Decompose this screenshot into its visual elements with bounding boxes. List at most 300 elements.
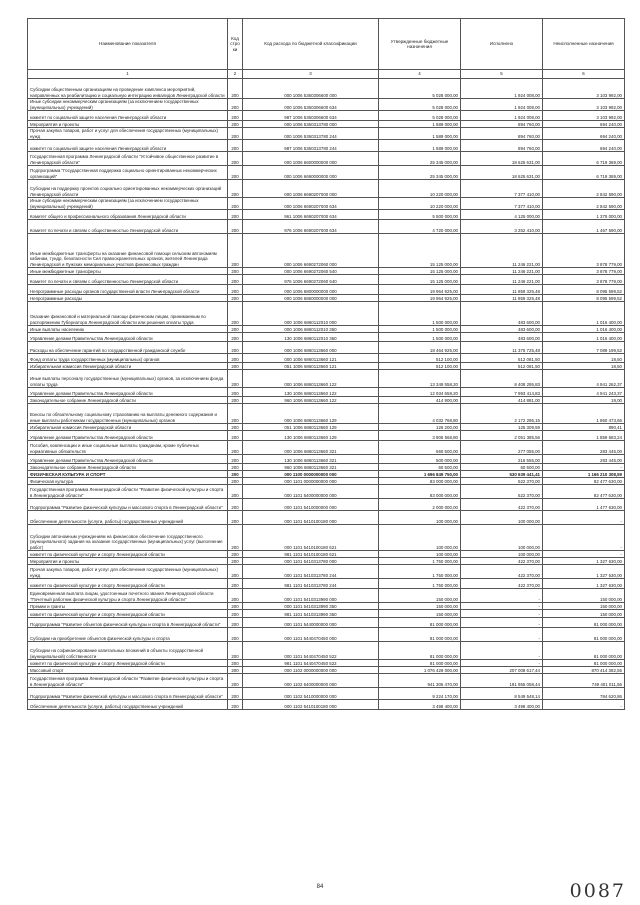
cell-code: 200 xyxy=(228,674,243,688)
cell-rest: 81 000 000,00 xyxy=(543,618,625,628)
cell-rest: 81 000 000,00 xyxy=(543,628,625,642)
cell-name: Непрограммные расходы органов государственной власти Ленинградской области xyxy=(28,285,228,295)
cell-kbk: 000 1006 6860112010 360 xyxy=(243,326,379,333)
cell-rest: 283 445,00 xyxy=(543,441,625,455)
cell-code: 200 xyxy=(228,111,243,121)
cell-code: 200 xyxy=(228,660,243,667)
cell-name: Пособия, компенсации и иные социальные выплаты гражданам, кроме публичных нормативных обязательств xyxy=(28,441,228,455)
cell-rest: 3 878 779,00 xyxy=(543,234,625,268)
header-kbk: Код расхода по бюджетной классификации xyxy=(243,19,379,70)
cell-code: 200 xyxy=(228,565,243,579)
cell-name: Государственная программа Ленинградской области "Развитие физической культуры и спорта в Ленинградской области" xyxy=(28,674,228,688)
cell-code: 200 xyxy=(228,275,243,285)
cell-exec: 207 008 617,44 xyxy=(461,667,543,674)
table-row xyxy=(28,363,625,370)
cell-kbk: 000 1006 5360306600 634 xyxy=(243,99,379,111)
table-row xyxy=(28,152,625,166)
cell-code: 200 xyxy=(228,431,243,441)
cell-code: 200 xyxy=(228,404,243,424)
cell-kbk: 000 1006 5360313780 000 xyxy=(243,121,379,128)
cell-name: ФИЗИЧЕСКАЯ КУЛЬТУРА И СПОРТ xyxy=(28,471,228,478)
cell-rest: 1 859 583,24 xyxy=(543,431,625,441)
cell-name: Комитет по печати и связям с общественностью Ленинградской области xyxy=(28,275,228,285)
cell-exec: 512 081,50 xyxy=(461,354,543,363)
table-row xyxy=(28,404,625,424)
table-row xyxy=(28,618,625,628)
cell-rest: 7 089 199,52 xyxy=(543,342,625,354)
cell-code: 200 xyxy=(228,326,243,333)
cell-name: Управление делами Правительства Ленинградской области xyxy=(28,333,228,342)
cell-code: 200 xyxy=(228,180,243,198)
cell-exec: 1 924 008,00 xyxy=(461,99,543,111)
cell-kbk: 981 1101 5410313990 350 xyxy=(243,610,379,618)
cell-kbk: 960 1006 6860113660 321 xyxy=(243,464,379,471)
cell-code: 200 xyxy=(228,579,243,589)
col-number: 6 xyxy=(543,70,625,79)
cell-name: Оказание финансовой и материальной помощи физическим лицам, принимаемым по распоряжению Губернатора Ленинградской области или решения оплаты труда xyxy=(28,302,228,326)
cell-plan: 15 125 000,00 xyxy=(379,268,461,275)
cell-kbk: 000 1101 5440470450 000 xyxy=(243,628,379,642)
cell-exec: 414 881,00 xyxy=(461,397,543,404)
cell-kbk: 130 1006 6860113660 321 xyxy=(243,455,379,464)
cell-rest: 1 327 630,00 xyxy=(543,558,625,565)
column-numbers xyxy=(28,70,625,79)
cell-exec: 18 625 631,00 xyxy=(461,166,543,180)
cell-code: 200 xyxy=(228,464,243,471)
cell-code: 200 xyxy=(228,234,243,268)
cell-plan: 4 032 768,80 xyxy=(379,404,461,424)
cell-name: Мероприятия и проекты xyxy=(28,121,228,128)
cell-kbk: 000 1101 5410313990 000 xyxy=(243,589,379,603)
cell-exec: 8 408 295,83 xyxy=(461,370,543,388)
cell-kbk: 000 1006 6690272060 540 xyxy=(243,268,379,275)
table-row xyxy=(28,220,625,234)
cell-exec: 3 498 400,00 xyxy=(461,700,543,710)
cell-plan: 3 906 568,80 xyxy=(379,431,461,441)
cell-rest: 1 016 400,00 xyxy=(543,302,625,326)
table-row xyxy=(28,642,625,660)
table-row xyxy=(28,326,625,333)
table-row xyxy=(28,275,625,285)
cell-kbk: 000 1006 5360313780 244 xyxy=(243,128,379,140)
cell-exec: 7 377 410,00 xyxy=(461,180,543,198)
cell-exec: 3 252 410,00 xyxy=(461,220,543,234)
cell-name: Комитет по печати и связям с общественностью Ленинградской области xyxy=(28,220,228,234)
cell-name: Субсидии на приобретение объектов физической культуры и спорта xyxy=(28,628,228,642)
table-row xyxy=(28,198,625,210)
table-row xyxy=(28,441,625,455)
table-row xyxy=(28,111,625,121)
cell-name: Законодательное собрание Ленинградской области xyxy=(28,397,228,404)
cell-kbk: 000 1006 6860112010 000 xyxy=(243,302,379,326)
col-number: 2 xyxy=(228,70,243,79)
cell-exec: 483 600,00 xyxy=(461,326,543,333)
cell-rest: 694 240,00 xyxy=(543,121,625,128)
cell-kbk: 000 1102 0000000000 000 xyxy=(243,667,379,674)
table-row xyxy=(28,295,625,302)
cell-plan: 10 220 000,00 xyxy=(379,180,461,198)
cell-code: 200 xyxy=(228,152,243,166)
cell-exec: - xyxy=(461,628,543,642)
cell-name: Подпрограмма "Развитие объектов физической культуры и спорта в Ленинградской области" xyxy=(28,618,228,628)
cell-kbk: 976 1006 6690207000 634 xyxy=(243,220,379,234)
cell-name: комитет по физической культуре и спорту Ленинградской области xyxy=(28,579,228,589)
cell-kbk: 976 1006 6690272060 540 xyxy=(243,275,379,285)
cell-exec: 60 500,00 xyxy=(461,464,543,471)
cell-plan: 81 000 000,00 xyxy=(379,642,461,660)
cell-kbk: 051 1006 6860113660 121 xyxy=(243,363,379,370)
cell-kbk: 000 1101 5410313780 244 xyxy=(243,565,379,579)
cell-exec: 11 859 325,48 xyxy=(461,285,543,295)
cell-plan: 1 500 000,00 xyxy=(379,333,461,342)
cell-code: 200 xyxy=(228,333,243,342)
cell-name: Субсидии на софинансирование капитальных вложений в объекты государственной (муниципальной) собственности xyxy=(28,642,228,660)
col-number: 5 xyxy=(461,70,543,79)
cell-plan: 150 000,00 xyxy=(379,610,461,618)
cell-code: 200 xyxy=(228,589,243,603)
cell-code: 200 xyxy=(228,485,243,499)
cell-name: Иные межбюджетные трансферты на оказание финансовой помощи сельским автономиям кабинам, тундр, безопасности Сил правоохранительных органов, жителей Ленинграда Ленинградской и Лужских мемориальных участков финансовых граждан xyxy=(28,234,228,268)
header-rest: Неисполненные назначения xyxy=(543,19,625,70)
cell-exec: 11 246 221,00 xyxy=(461,268,543,275)
cell-name: Обеспечение деятельности (услуги, работы) государственных учреждений xyxy=(28,511,228,525)
cell-code: 200 xyxy=(228,441,243,455)
table-row xyxy=(28,285,625,295)
cell-kbk: 051 1006 6860113660 129 xyxy=(243,424,379,431)
cell-exec: 483 600,00 xyxy=(461,302,543,326)
cell-code: 200 xyxy=(228,128,243,140)
cell-kbk: 981 1101 5410100180 621 xyxy=(243,551,379,558)
cell-exec: - xyxy=(461,642,543,660)
cell-kbk: 000 1006 6690272060 000 xyxy=(243,234,379,268)
cell-plan: 5 028 000,00 xyxy=(379,79,461,99)
cell-plan: 83 000 000,00 xyxy=(379,478,461,485)
cell-exec: 512 081,50 xyxy=(461,363,543,370)
table-row xyxy=(28,180,625,198)
cell-code: 200 xyxy=(228,99,243,111)
table-row xyxy=(28,667,625,674)
cell-rest: 784 620,86 xyxy=(543,688,625,700)
cell-rest: 6 719 369,00 xyxy=(543,152,625,166)
cell-plan: 10 220 000,00 xyxy=(379,198,461,210)
budget-table xyxy=(27,18,625,710)
cell-rest: 1 166 210 308,59 xyxy=(543,471,625,478)
cell-kbk: 000 1006 6800000000 000 xyxy=(243,285,379,295)
cell-exec: 422 370,00 xyxy=(461,565,543,579)
cell-exec: 422 370,00 xyxy=(461,579,543,589)
table-row xyxy=(28,455,625,464)
cell-plan: 512 100,00 xyxy=(379,354,461,363)
cell-kbk: 000 1006 6860113660 000 xyxy=(243,342,379,354)
table-row xyxy=(28,700,625,710)
col-number: 4 xyxy=(379,70,461,79)
table-row xyxy=(28,431,625,441)
cell-code: 200 xyxy=(228,610,243,618)
cell-kbk: 000 1006 6860113660 129 xyxy=(243,404,379,424)
header-plan: Утвержденные бюджетные назначения xyxy=(379,19,461,70)
cell-exec: 2 051 385,56 xyxy=(461,431,543,441)
cell-plan: 83 000 000,00 xyxy=(379,485,461,499)
table-row xyxy=(28,610,625,618)
cell-exec: 7 993 414,83 xyxy=(461,388,543,397)
cell-name: комитет по социальной защите населения Ленинградской области xyxy=(28,111,228,121)
cell-plan: 512 100,00 xyxy=(379,363,461,370)
cell-rest: 1 327 630,00 xyxy=(543,565,625,579)
cell-code: 200 xyxy=(228,499,243,511)
table-row xyxy=(28,688,625,700)
cell-kbk: 960 1006 6860113660 122 xyxy=(243,397,379,404)
cell-plan: 25 345 000,00 xyxy=(379,152,461,166)
table-row xyxy=(28,388,625,397)
cell-rest: 18,50 xyxy=(543,363,625,370)
table-row xyxy=(28,558,625,565)
cell-rest: 3 103 992,00 xyxy=(543,111,625,121)
cell-rest: 81 000 000,00 xyxy=(543,642,625,660)
cell-code: 200 xyxy=(228,511,243,525)
cell-exec: 100 000,00 xyxy=(461,511,543,525)
cell-plan: 60 500,00 xyxy=(379,464,461,471)
cell-code: 200 xyxy=(228,363,243,370)
cell-plan: 1 500 000,00 xyxy=(379,302,461,326)
cell-rest: 1 860 473,65 xyxy=(543,404,625,424)
cell-rest: 4 941 262,37 xyxy=(543,370,625,388)
cell-code: 200 xyxy=(228,220,243,234)
table-row xyxy=(28,166,625,180)
cell-rest: 150 000,00 xyxy=(543,610,625,618)
cell-plan: 1 589 000,00 xyxy=(379,140,461,152)
cell-plan: 15 125 000,00 xyxy=(379,234,461,268)
cell-code: 200 xyxy=(228,603,243,610)
cell-rest: 694 240,00 xyxy=(543,140,625,152)
page-number: 84 xyxy=(316,884,324,890)
cell-kbk: 000 1006 5360306600 000 xyxy=(243,79,379,99)
cell-code: 200 xyxy=(228,525,243,551)
cell-code: 200 xyxy=(228,354,243,363)
cell-name: Мероприятия и проекты xyxy=(28,558,228,565)
cell-kbk: 000 1100 0000000000 000 xyxy=(243,471,379,478)
cell-exec: 11 246 221,00 xyxy=(461,234,543,268)
cell-rest: 3 878 779,00 xyxy=(543,268,625,275)
cell-exec: 1 924 008,00 xyxy=(461,111,543,121)
cell-plan: 1 500 000,00 xyxy=(379,326,461,333)
cell-name: Непрограммные расходы xyxy=(28,295,228,302)
cell-kbk: 130 1006 6860112010 360 xyxy=(243,333,379,342)
table-row xyxy=(28,99,625,111)
cell-code: 200 xyxy=(228,558,243,565)
cell-plan: 81 000 000,00 xyxy=(379,618,461,628)
table-row xyxy=(28,579,625,589)
cell-name: Комитет общего и профессионального образования Ленинградской области xyxy=(28,210,228,220)
budget-report-sheet xyxy=(27,18,624,710)
cell-plan: 1 696 849 750,00 xyxy=(379,471,461,478)
cell-rest: 8 095 599,52 xyxy=(543,295,625,302)
cell-plan: 18 464 925,00 xyxy=(379,342,461,354)
cell-exec: 894 760,00 xyxy=(461,121,543,128)
cell-kbk: 000 1101 5410100180 621 xyxy=(243,525,379,551)
table-row xyxy=(28,478,625,485)
table-row xyxy=(28,511,625,525)
cell-code: 200 xyxy=(228,471,243,478)
table-row xyxy=(28,333,625,342)
cell-name: Управление делами Правительства Ленинградской области xyxy=(28,455,228,464)
cell-exec: 4 125 000,00 xyxy=(461,210,543,220)
cell-name: комитет по социальной защите населения Ленинградской области xyxy=(28,140,228,152)
cell-code: 200 xyxy=(228,455,243,464)
cell-code: 200 xyxy=(228,140,243,152)
table-row xyxy=(28,660,625,667)
cell-code: 200 xyxy=(228,302,243,326)
cell-kbk: 000 1101 0000000000 000 xyxy=(243,478,379,485)
cell-name: Взносы по обязательному социальному страхованию на выплаты денежного содержания и иные выплаты работникам государственных (муниципальных) органов xyxy=(28,404,228,424)
cell-code: 200 xyxy=(228,642,243,660)
table-row xyxy=(28,674,625,688)
cell-rest: 1 477 630,00 xyxy=(543,499,625,511)
cell-plan: 1 589 000,00 xyxy=(379,121,461,128)
cell-kbk: 000 1101 5440000000 000 xyxy=(243,618,379,628)
cell-plan: 500 000,00 xyxy=(379,455,461,464)
table-row xyxy=(28,210,625,220)
cell-code: 200 xyxy=(228,166,243,180)
cell-name: комитет по физической культуре и спорту Ленинградской области xyxy=(28,660,228,667)
cell-exec: 191 955 058,44 xyxy=(461,674,543,688)
table-row xyxy=(28,464,625,471)
col-number: 1 xyxy=(28,70,228,79)
cell-plan: 81 000 000,00 xyxy=(379,628,461,642)
cell-exec: 422 370,00 xyxy=(461,558,543,565)
cell-plan: 9 224 170,00 xyxy=(379,688,461,700)
cell-rest: 18,50 xyxy=(543,354,625,363)
cell-exec: - xyxy=(461,589,543,603)
cell-kbk: 987 1006 5360313780 244 xyxy=(243,140,379,152)
cell-name: Фонд оплаты труда государственных (муниципальных) органов xyxy=(28,354,228,363)
cell-exec: 422 370,00 xyxy=(461,499,543,511)
cell-name: Физическая культура xyxy=(28,478,228,485)
cell-code: 200 xyxy=(228,551,243,558)
cell-exec: 100 000,00 xyxy=(461,551,543,558)
table-row xyxy=(28,302,625,326)
cell-exec: 7 377 410,00 xyxy=(461,198,543,210)
table-body xyxy=(28,79,625,710)
cell-exec: - xyxy=(461,603,543,610)
cell-plan: 3 498 400,00 xyxy=(379,700,461,710)
cell-name: Субсидии общественным организациям на проведение комплекса мероприятий, направленных на реабилитацию и социальную интеграцию инвалидов Ленинградской области xyxy=(28,79,228,99)
cell-rest: 3 878 779,00 xyxy=(543,275,625,285)
cell-code: 200 xyxy=(228,295,243,302)
cell-rest: 82 477 630,00 xyxy=(543,485,625,499)
cell-code: 200 xyxy=(228,268,243,275)
cell-exec: 11 375 725,48 xyxy=(461,342,543,354)
cell-exec: 894 760,00 xyxy=(461,140,543,152)
cell-plan: 100 000,00 xyxy=(379,511,461,525)
cell-code: 200 xyxy=(228,700,243,710)
col-number: 3 xyxy=(243,70,379,79)
cell-name: Массовый спорт xyxy=(28,667,228,674)
cell-kbk: 000 1006 6860000000 000 xyxy=(243,295,379,302)
cell-rest: 19,00 xyxy=(543,397,625,404)
cell-rest: 2 842 590,00 xyxy=(543,180,625,198)
cell-code: 200 xyxy=(228,424,243,431)
cell-name: Государственная программа Ленинградской области "Развитие физической культуры и спорта в Ленинградской области" xyxy=(28,485,228,499)
cell-rest: 150 000,00 xyxy=(543,603,625,610)
cell-exec: - xyxy=(461,610,543,618)
cell-code: 200 xyxy=(228,285,243,295)
cell-rest: 870 414 382,56 xyxy=(543,667,625,674)
cell-exec: 522 370,00 xyxy=(461,478,543,485)
cell-rest: 1 016 400,00 xyxy=(543,326,625,333)
cell-name: Премии и гранты xyxy=(28,603,228,610)
cell-plan: 4 720 000,00 xyxy=(379,220,461,234)
cell-exec: 125 309,59 xyxy=(461,424,543,431)
cell-rest: 4 941 243,37 xyxy=(543,388,625,397)
cell-name: Единовременная выплата лицам, удостоенным почетного звания Ленинградской области "Почетный работник физической культуры и спорта Ленинградской области" xyxy=(28,589,228,603)
cell-name: Подпрограмма "Государственная поддержка социально ориентированных некоммерческих организаций" xyxy=(28,166,228,180)
cell-name: Иные выплаты персоналу государственных (муниципальных) органов, за исключением фонда оплаты труда xyxy=(28,370,228,388)
table-row xyxy=(28,121,625,128)
cell-exec: 8 549 548,14 xyxy=(461,688,543,700)
table-row xyxy=(28,342,625,354)
cell-plan: 941 306 470,00 xyxy=(379,674,461,688)
cell-plan: 15 125 000,00 xyxy=(379,275,461,285)
cell-exec: 100 000,00 xyxy=(461,525,543,551)
header-code: Код стро ки xyxy=(228,19,243,70)
cell-name: Законодательное собрание Ленинградской области xyxy=(28,464,228,471)
cell-plan: 19 964 925,00 xyxy=(379,295,461,302)
cell-exec: 277 055,00 xyxy=(461,441,543,455)
cell-name: Прочая закупка товаров, работ и услуг для обеспечения государственных (муниципальных) нужд xyxy=(28,565,228,579)
cell-kbk: 000 1006 6690207000 000 xyxy=(243,180,379,198)
cell-rest: - xyxy=(543,511,625,525)
cell-name: комитет по физической культуре и спорту Ленинградской области xyxy=(28,610,228,618)
cell-rest: 81 000 000,00 xyxy=(543,660,625,667)
cell-rest: - xyxy=(543,700,625,710)
table-row xyxy=(28,525,625,551)
table-row xyxy=(28,397,625,404)
cell-name: Иные субсидии некоммерческим организациям (за исключением государственных (муниципальных) учреждений) xyxy=(28,198,228,210)
table-row xyxy=(28,485,625,499)
cell-exec: 2 172 295,15 xyxy=(461,404,543,424)
table-row xyxy=(28,499,625,511)
cell-exec: 894 760,00 xyxy=(461,128,543,140)
cell-name: Подпрограмма "Развитие физической культуры и массового спорта в Ленинградской области" xyxy=(28,688,228,700)
table-row xyxy=(28,354,625,363)
cell-rest: 3 103 992,00 xyxy=(543,99,625,111)
cell-rest: 150 000,00 xyxy=(543,589,625,603)
cell-kbk: 000 1101 5410100180 000 xyxy=(243,511,379,525)
table-row xyxy=(28,79,625,99)
cell-kbk: 000 1006 6860113660 121 xyxy=(243,354,379,363)
cell-rest: 749 401 011,56 xyxy=(543,674,625,688)
cell-rest: 1 016 400,00 xyxy=(543,333,625,342)
cell-exec: 11 246 221,00 xyxy=(461,275,543,285)
cell-plan: 560 500,00 xyxy=(379,441,461,455)
table-row xyxy=(28,471,625,478)
cell-name: Прочая закупка товаров, работ и услуг для обеспечения государственных (муниципальных) нужд xyxy=(28,128,228,140)
table-row xyxy=(28,603,625,610)
cell-code: 200 xyxy=(228,121,243,128)
cell-rest: 2 842 590,00 xyxy=(543,198,625,210)
cell-name: Избирательная комиссия Ленинградской области xyxy=(28,363,228,370)
cell-plan: 1 750 000,00 xyxy=(379,558,461,565)
header-exec: Исполнено xyxy=(461,19,543,70)
cell-name: Избирательная комиссия Ленинградской области xyxy=(28,424,228,431)
cell-plan: 414 900,00 xyxy=(379,397,461,404)
cell-kbk: 000 1101 5400000000 000 xyxy=(243,485,379,499)
cell-plan: 5 500 000,00 xyxy=(379,210,461,220)
cell-plan: 126 200,00 xyxy=(379,424,461,431)
cell-name: Управление делами Правительства Ленинградской области xyxy=(28,431,228,441)
cell-code: 200 xyxy=(228,618,243,628)
cell-plan: 1 589 000,00 xyxy=(379,128,461,140)
